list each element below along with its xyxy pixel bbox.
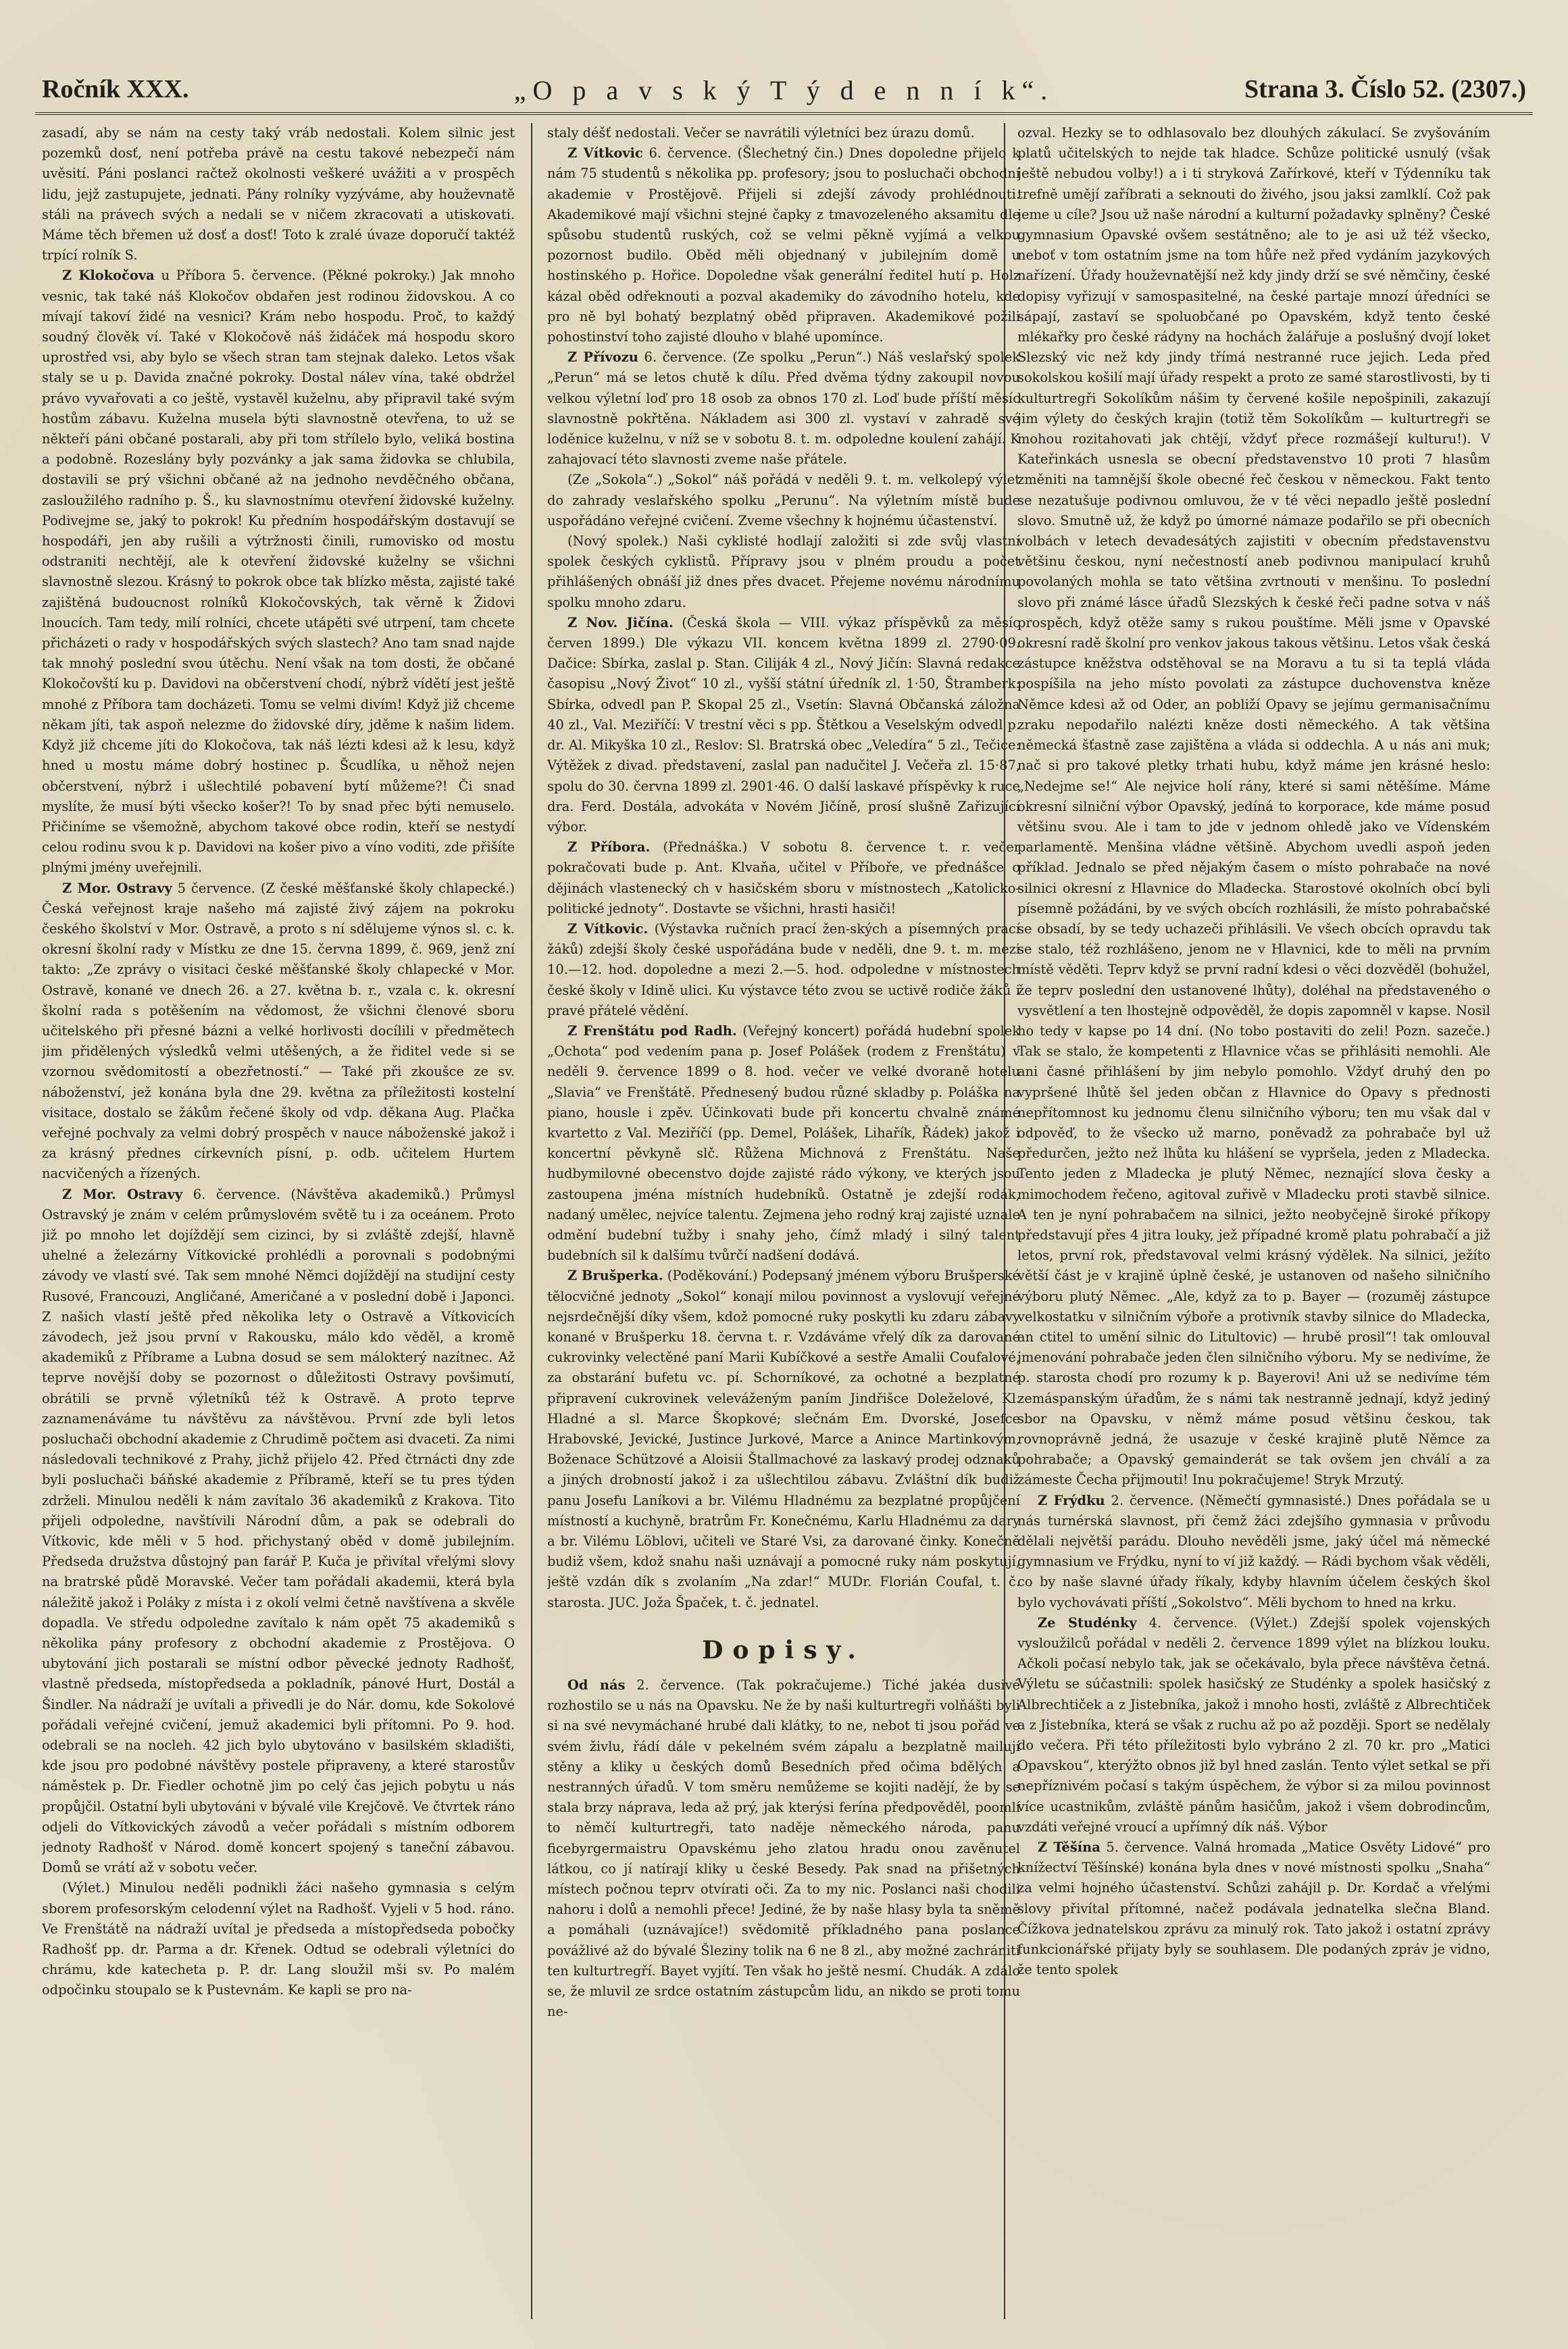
article-paragraph <box>547 347 1020 470</box>
article-heading: Z Vítkovic <box>567 145 643 162</box>
article-text: 2. července. (Tak pokračujeme.) Tiché jakéa dusivé rozhostilo se u nás na Opavsku. Ne že by naši kulturtregři volňášti byli si na své nevymáchané hrubé dali klátky, to ne, nebot ti jsou pořád ve svém živlu, řádí dále v pekelném svém zápalu a bezplatně mailují stěny a kliky u českých domů Besedních před očima bdělých a nestranných úřadů. V tom směru nemůžeme se kojiti nadějí, že by se stala brzy náprava, leda až prý, jak kterýsi ferína předpověděl, poomlí to němčí kulturtregři, tato naděje německého národa, panu ficebyrgermaistru Opavskému jeho zlatou hradu onou zavěnutel látkou, co jí natírají kliky u české Besedy. Pak snad na přišetných místech počnou teprv otvírati oči. Za to my nic. Poslanci naši chodili nahoru i dolů a nemohli přece! Jediné, že by naše hlasy byla ta sněmě a pomáhali (uznávajíce!) svědomitě příkladného pana poslance povážlivé až do bývalé Šleziny tolik na 6 ne 8 zl., aby možné zachrániti ten kulturtregří. Bayet vyjítí. Ten však ho ještě nesmí. Chudák. A zdálo se, že mluvil ze srdce ostatním zástupcům lidu, an nikdo se proti tomu ne- <box>547 1677 1020 2020</box>
masthead <box>35 68 1533 115</box>
article-text: 2. července. (Němečtí gymnasisté.) Dnes pořádala se u nás turnérská slavnost, při čemž žáci zdejšího gymnasia v průvodu dělali největší parádu. Dlouho nevěděli jsme, jaký účel má německé gymnasium ve Frýdku, nyní to ví již každý. — Rádi bychom však věděli, co by naše slavné úřady říkaly, kdyby hlavním účelem českých škol bylo vychovávati příští „Sokolstvo“. Měli bychom to hned na krku. <box>1017 1492 1490 1610</box>
article-paragraph <box>1017 1491 1490 1613</box>
article-text: u Příbora 5. července. (Pěkné pokroky.) Jak mnoho vesnic, tak také náš Klokočov obdařen jest rodinou židovskou. A co mívají takoví židé na vesnici? Krám nebo hospodu. Proč, to každý soudný člověk ví. Také v Klokočově náš židáček má hospodu skoro uprostřed vsi, aby bylo se všech stran tam stejnak daleko. Letos však staly se u p. Davida značné pokroky. Dostal nálev vína, také obdržel právo vyvařovati a co ještě, vystavěl kuželnu, aby připravil také svým hostům zábavu. Kuželna musela býti slavnostně otevřena, to už se někteří páni občané postarali, aby při tom střílelo bylo, veliká bostina a podobně. Rozeslány byly pozvánky a jak sama židovka se chlubila, dostavili se prý všichni občané až na jednoho nevděčného občana, zasloužilého radního p. Š., ku slavnostnímu otevření židovské kuželny. Podivejme se, jaký to pokrok! Ku předním hospodářským dostavují se hospodáři, jen aby rušili a výtržnosti činili, rumovisko od mostu odstraniti nechtějí, ale k otevření židovské kuželny se všichni slavnostně slezou. Krásný to pokrok obce tak blízko města, zajisté také zajištěná budoucnost rolníků Klokočovských, tak věrně k Židovi lnoucích. Tam tedy, milí rolníci, chcete utápěti své utrpení, tam chcete přicházeti o rady v hospodářských svých slastech? Ano tam snad najde tak mnohý poslední svou útěchu. Není však na tom dosti, že občané Klokočovští ku p. Davidovi na občerstvení chodí, nýbrž vídětí jest ještě mnohé z Příbora tam docházeti. Tomu se velmi divím! Když již chceme někam jíti, tak aspoň nelezme do židovské díry, jděme k našim lidem. Když již chceme jíti do Klokočova, tak náš lézti kdesi až k lesu, když hned u mostu máme dobrý hostinec p. Šcudlíka, u něhož nejen občerstvení, nýbrž i ušlechtilé pobavení bytí můžeme?! Či snad myslíte, že musí býti všecko košer?! To by snad přec býti nemuselo. Přičiníme se všemožně, abychom takové obce rodin, kteří se nestydí celou rodinu svou k p. Davidovi na košer pivo a víno voditi, zde přišíte plnými jmény uveřejnili. <box>42 268 515 876</box>
article-heading: Z Mor. Ostravy <box>62 880 172 896</box>
article-text: (Poděkování.) Podepsaný jménem výboru Brušperské tělocvičné jednoty „Sokol“ konají milou povinnost a vyslovují veřejné nejsrdečnější díky všem, kdož pomocné ruky poskytli ku zdaru zábavy konané v Brušperku 18. června t. r. Vzdáváme vřelý dík za darované cukrovinky velectěné paní Marii Kubíčkové a sestře Amalii Coufalové, za obstarání bufetu vc. pí. Schorníkové, za ochotné a bezplatné připravení cukrovinek veleváženým paním Jindřišce Doleželové, Kl. Hladné a sl. Marce Škopkové; slečnám Em. Dvorské, Josefce Hrabovské, Jevické, Justince Jurkové, Marce a Anince Martinkovým, Boženace Schützové a Aloisii Štallmachové za laskavý prodej odznaků a jiných drobností jakož i za ušlechtilou zábavu. Zvláštní dík budiž panu Josefu Laníkovi a br. Vilému Hladnému za bezplatné propůjčení místností a kuchyně, bratrům Fr. Konečnému, Karlu Hladnému za dary a br. Vilému Löblovi, učiteli ve Staré Vsi, za darované činky. Konečně budiž všem, kdož snahu naši uznávají a pomocné ruky nám poskytují, ještě vzdán dík s zvolaním „Na zdar!“ MUDr. Florián Coufal, t. č. starosta. JUC. Joža Špaček, t. č. jednatel. <box>547 1268 1020 1610</box>
article-text: 6. července. (Ze spolku „Perun“.) Náš veslařský spolek „Perun“ má se letos chutě k dílu. Před dvěma týdny zakoupil novou velkou výletní loď pro 18 osob za obnos 170 zl. Loď bude příští měsíc slavnostně pokřtěna. Nákladem asi 300 zl. vystaví v zahradě své loděnice kuželnu, v níž se v sobotu 8. t. m. odpoledne koulení zahájí. K zahajovací této slavnosti zveme naše přátele. <box>547 349 1020 468</box>
article-paragraph <box>1017 123 1490 1491</box>
article-paragraph <box>547 919 1020 1021</box>
article-paragraph <box>547 1266 1020 1612</box>
article-text: 5. července. Valná hromada „Matice Osvěty Lidové“ pro knížectví Těšínské) konána byla dnes v nové místnosti spolku „Snaha“ za velmi hojného účastenství. Schůzi zahájil p. Dr. Kordač a vřelými slovy přivítal přítomné, načež podávala jednatelka slečna Bland. Čížkova jednatelskou zprávu za minulý rok. Tato jakož i ostatní zprávy funkcionářské přijaty byly se souhlasem. Dle podaných zpráv je vidno, že tento spolek <box>1017 1839 1490 1978</box>
article-paragraph <box>547 470 1020 531</box>
article-heading: Z Těšína <box>1038 1839 1101 1856</box>
article-text: (Veřejný koncert) pořádá hudební spolek „Ochota“ pod vedením pana p. Josef Polášek (rodem z Frenštátu) v neděli 9. července 1899 o 8. hod. večer ve velké dvoraně hotelu „Slavia“ ve Frenštátě. Přednesený budou různé skladby p. Poláška na piano, housle i zpěv. Účinkovati bude při koncertu chvalně známé kvartetto z Val. Meziříčí (pp. Demel, Polášek, Lihařík, Řádek) jakož i koncertní pěvkyně slč. Růžena Michnová z Frenštátu. Naše hudbymilovné obecenstvo dojde zajisté rádo výkony, ve kterých jsou zastoupena jména místních hudebníků. Ostatně je zdejší rodák, nadaný umělec, nejvíce talentu. Zejmena jeho rodný kraj zajisté uznale odmění budební tužby i snahy jeho, čímž mladý i silný talent budebních sil k dalšímu tvůrčí nadšení dodává. <box>547 1022 1020 1264</box>
text-column-1 <box>42 123 515 2319</box>
article-text: staly déšť nedostali. Večer se navrátili výletníci bez úrazu domů. <box>547 125 975 141</box>
article-text: (Ze „Sokola“.) „Sokol“ náš pořádá v neděli 9. t. m. velkolepý výlet do zahrady veslařského spolku „Perunu“. Na výletním místě bude uspořádáno veřejné cvičení. Zveme všechny k hojnému účastenství. <box>547 472 1020 528</box>
article-paragraph <box>42 879 515 1185</box>
article-text: 6. července. (Šlechetný čin.) Dnes dopoledne přijelo k nám 75 studentů s několika pp. profesory; jsou to posluchači obchodní akademie v Prostějově. Přijeli si zdejší závody prohlédnouti. Akademikové mají všichni stejné čapky z tmavozeleného aksamitu dle spůsobu studentů ruských, což se velmi pěkně vyjímá a velkou pozornost budilo. Oběd měli objednaný v jubilejním domě u hostinského p. Hořice. Dopoledne však generální ředitel hutí p. Holz kázal oběd odřeknouti a pozval akademiky do závodního hotelu, kde pro ně byl bohatý bezplatný oběd připraven. Akademikové požili pohostinství toho zajisté dlouho v blahé upomínce. <box>547 145 1020 345</box>
text-column-3 <box>1017 123 1490 2319</box>
article-paragraph <box>547 1021 1020 1266</box>
article-text: (Nový spolek.) Naši cyklisté hodlají založiti si zde svůj vlastní spolek českých cyklistů. Přípravy jsou v plném proudu a počet přihlášených obnáší již dnes přes dvacet. Přejeme novému národnímu spolku mnoho zdaru. <box>547 533 1020 610</box>
article-paragraph <box>547 143 1020 347</box>
article-heading: Z Brušperka. <box>567 1268 663 1284</box>
article-text: (Přednáška.) V sobotu 8. července t. r. večer pokračovati bude p. Ant. Klvaňa, učitel v Příboře, ve přednášce o dějinách vlastenecký ch v hasičském sboru v místnostech „Katolicko-politické jednoty“. Dostavte se všichni, hrasti hasiči! <box>547 839 1020 916</box>
article-heading: Ze Studénky <box>1038 1614 1137 1631</box>
article-text: ozval. Hezky se to odhlasovalo bez dlouhých zákulací. Se zvyšováním platů učitelských to nejde tak hladce. Schůze politické usnulý (však ještě nebudou volby!) a i ti stryková Zařírkové, kteří v Týdenníku tak trefně umějí zaříbrati a seknouti do živého, jsou jaksi zamlklí. Což pak jeme u cíle? Jsou už naše národní a kulturní požadavky splněny? České gymnasium Opavské ovšem sestátněno; ale to je asi už též všecko, neboť v tom ostatním jsme na tom hůře než před vydáním jazykových nařízení. Úřady houževnatější než kdy jindy drží se své němčiny, české dopisy vyřizují v samospasitelné, na české partaje mnozí úředníci se sápají, zastaví se spoluobčané po Opavském, když tento české mlékařky pro české rádyny na hochách žalářuje a poslušný dvojí loket Slezský vic než kdy jindy třímá nestranné ruce jejich. Leda před sokolskou košilí mají úřady respekt a proto ze samé starostlivosti, by ti kulturtregři Sokolíkům nášim ty červené košile nepošpinili, zakazují jim výlety do českých krajin (totiž těm Sokolíkům — kulturtregři se mohou rozitahovati jak chtějí, vždyť přece rozmášejí kulturu!). V Kateřinkách usnesla se obecní představenstvo 10 proti 7 hlasům změniti na tamnější škole obecné řeč českou v německou. Fakt tento se nezatušuje podivnou omluvou, že v té věci nepadlo ještě poslední slovo. Smutně už, že když po úmorné námaze podařilo se při obecních volbách v letech devadesátých zajistiti v obecním představenstvu většinu českou, nyní nečestností aneb podivnou manipulací kruhů povolaných mohla se tato většina zvrtnouti v menšinu. To poslední slovo při známé lásce úřadů Slezských k české řeči padne sotva v náš prospěch, když otěže samy s rukou pouštíme. Měli jsme v Opavské okresní radě školní pro venkov jakous takous většinu. Letos však česká zástupce kněžstva odstěhoval se na Moravu a tu si ta teplá vláda pospíšila na jeho místo povolati za zástupce duchovenstva kněze Němce kdesi až od Oder, an pobliží Opavy se jejímu germanisačnímu zraku nepodařilo nalézti kněze dosti německého. A tak většina německá šťastně zase zajištěna a vláda si oddechla. A u nás ani muk; nač si pro takové pletky trhati hubu, když máme jen krásné heslo: „Nedejme se!“ Ale nejvice holí rány, které si sami nětěšíme. Máme okresní silniční výbor Opavský, jedíná to korporace, kde máme posud většinu svou. Ale i tam to jde v jednom ohledě jako ve Vídenském parlamentě. Menšina vládne většině. Abychom uvedli aspoň jeden příklad. Jednalo se před nějakým časem o místo pohrabače na nové silnici okresní z Hlavnice do Mladecka. Starostové okolních obcí byli písemně požádáni, by ve svých obcích rozhlásili, že místo pohrabačské se obsadí, by se tedy uchazeči přihlásili. Ve všech obcích opravdu tak se stalo, též rozhlášeno, jenom ne v Hlavnici, kde to měli na prvním místě věděti. Teprv když se první radní kdesi o věci dozvěděl (bohužel, že teprv poslední den ustanovené lhůty), doléhal na představeného o vysvětlení a ten lhostejně odpověděl, že dopis zapomněl v kapse. Nosil ho tedy v kapse po 14 dní. (No tobo postaviti do zeli! Pozn. sazeče.) Tak se stalo, že kompetenti z Hlavnice včas se přihlásiti nemohli. Ale ani časné přihlášení by jim nebylo pomohlo. Vždyť druhý den po vypršené lhůtě šel jeden občan z Hlavnice do Opavy s přednosti nepřítomnost ku jednomu členu silničního výboru; ten mu však dal v odpověď, to že všecko už marno, poněvadž za pohrabače byl už předurčen, ježto než lhůta ku hlášení se vypršela, jeden z Mladecka. Tento jeden z Mladecka je plutý Němec, neznající slova česky a mimochodem řečeno, agitoval zuřivě v Mladecku proti stavbě silnice. A ten je nyní pohrabačem na silnici, ježto neobyčejně široké příkopy představují přes 4 jitra louky, jež případné kromě platu pohrabačí a již letos, první rok, představoval velmi krásný výdělek. Na silnici, ježíto větší část je v krajině úplně české, je ustanoven od našeho silničního výboru plutý Němec. „Ale, když za to p. Bayer — (rozuměj zástupce velkostatku v silničním výboře a protivník stavby silnice do Mladecka, an ctitel to umění silnic do Litultovic) — hrubě prosil“! tak omlouval jmenování pohrabače jeden člen silničního výboru. My se nedivíme, že p. starosta chodí pro rozumy k p. Bayerovi! Ani už se nedivíme tém zemáspanským úřadům, že s námi tak nestranně jednají, když jediný sbor na Opavsku, v němž máme posud většinu českou, tak rovnoprávně jedná, že usazuje v české krajině plutě Němce za pohrabače; a Opavský gemainderát se tak ovšem jen chválí a za zámeste Čecha přijmouti! Inu pokračujeme! Stryk Mrzutý. <box>1017 125 1490 1488</box>
article-text: 4. července. (Výlet.) Zdejší spolek vojenských vysloužilců pořádal v neděli 2. července 1899 výlet na blízkou louku. Ačkoli počasí nebylo tak, jak se očekávalo, byla přece návštěva četná. Výletu se súčastnili: spolek hasičský ze Studénky a spolek hasičský z Albrechtiček a z Jistebníka, jakož i mnoho hosti, zvláště z Albrechtiček a z Jistebníka, která se však z ruchu až po až později. Sport se nedělaly do večera. Při této příležitosti bylo vybráno 2 zl. 70 kr. pro „Matici Opavskou“, kterýžto obnos již byl hned zaslán. Tento výlet setkal se při nepříznivém počasí s takým úspěchem, že výbor si za milou povinnost více ucastnikům, zvláště pánům hasičům, jakož i všem dobrodincům, vzdáti veřejné vroucí a upřímný dík náš. Výbor <box>1017 1614 1490 1835</box>
article-heading: Z Klokočova <box>62 268 155 284</box>
newspaper-title: „O p a v s k ý T ý d e n n í k“. <box>513 75 1055 105</box>
article-paragraph <box>547 613 1020 837</box>
article-text: zasadí, aby se nám na cesty taký vráb nedostali. Kolem silnic jest pozemků dosť, není potřeba právě na cestu takové nebezpečí nám uvěsití. Páni poslanci račtež okolnosti veškeré uvážiti a v prospěch lidu, jejž zastupujete, jednati. Pány rolníky vyzýváme, aby houževnatě stáli na právech svých a nedali se v ničem zkracovati a utiskovati. Máme těch břemen už dosť a dosť! Toto k zralé úvaze doporučí taktéž trpící rolník S. <box>42 125 515 264</box>
text-column-2 <box>547 123 1020 2319</box>
page-info: Strana 3. Číslo 52. (2307.) <box>1244 75 1526 103</box>
article-paragraph <box>547 837 1020 919</box>
article-paragraph <box>42 123 515 266</box>
article-text: 6. července. (Návštěva akademiků.) Průmysl Ostravský je znám v celém průmyslovém světě tu i za oceánem. Proto již po mnoho let dojíždějí sem cizinci, by si zvláště zdejší, hlavně uhelné a železárny Vítkovické prohlédli a porovnali s podobnými závody ve vlastí své. Tak sem mnohé Němci dojíždějí na studijní cesty Rusové, Francouzi, Angličané, Američané a v poslední době i Japonci. Z našich vlastí ještě před několika lety o Ostravě a Vítkovicích závodech, jež jsou první v Rakousku, málo kdo věděl, a kromě akademiků z Příbrame a Lubna dosud se sem málokterý nazítnec. Až teprve novější doby se pozornost o důležitosti Ostravy povšimutí, obrátili se prvně výletníků též k Ostravě. A proto teprve zaznamenáváme tu návštěvu za návštěvou. První zde byli letos posluchači obchodní akademie z Chrudimě počtem asi dvaceti. Za nimi následovali technikové z Prahy, jichž přijelo 42. Před čtrnácti dny zde byli posluchači báňské akademie z Příbramě, kteří se tu pres týden zdrželi. Minulou neděli k nám zavítalo 36 akademiků z Krakova. Tito přijeli odpoledne, navštívili Národní dům, a pak se odebrali do Vítkovic, kde měli v 5 hod. přichystaný oběd v domě jubilejním. Předseda družstva důstojný pan farář P. Kuča je přivítal vřelými slovy na bratrské půdě Moravské. Večer tam pořádali akademii, která byla náležitě jakož i Poláky z místa i z okolí velmi četně navštívena a skvěle dopadla. Ve středu odpoledne zavítalo k nám opět 75 akademiků s několika pány profesory z obchodní akademie z Prostějova. O ubytování jich postarali se místní odbor pěvecké jednoty Radhošť, vlastně předseda, místopředseda a pokladník, pánové Hurt, Dostál a Šindler. Na nádraží je uvítali a přivedli je do Nár. domu, kde Sokolové pořádali veřejné cvičení, jemuž akademici byli přítomni. Po 9. hod. odebrali se na nocleh. 42 jich bylo ubytováno v basilském skladišti, kde jsou pro podobné návštěvy postele připraveny, a které starostův náměstek p. Dr. Fiedler ochotně jim po celý čas jejich pobytu u nás propůjčil. Ostatní byli ubytováni v bývalé vile Krejčově. Ve čtvrtek ráno odjeli do Vítkovických závodů a večer pořádali s místním odborem jednoty Radhošť v Národ. domě koncert spojený s taneční zábavou. Domů se vrátí až v sobotu večer. <box>42 1186 515 1876</box>
article-paragraph <box>42 1878 515 2000</box>
article-heading: Z Mor. Ostravy <box>62 1186 183 1202</box>
article-paragraph <box>547 1675 1020 2022</box>
article-text: 5 července. (Z české měšťanské školy chlapecké.) Česká veřejnost kraje našeho má zajisté živý zájem na pokroku českého školství v Mor. Ostravě, a proto s ní sdělujeme výnos sl. c. k. okresní školní rady v Místku ze dne 15. června 1899, č. 969, jenž zní takto: „Ze zprávy o visitaci české měšťanské školy chlapecké v Mor. Ostravě, konané ve dnech 26. a 27. května b. r., vzala c. k. okresní školní rada s potěšením na vědomost, že všichni členové sboru učitelského při přesné bázni a velké horlivosti docílili v předmětech jim přidělených výsledků velmi utěšených, a že řiditel vede si se vzornou svědomitostí a obezřetností.“ — Také při zkoušce ze sv. náboženství, jež konána byla dne 29. května za příležitosti kostelní visitace, dostalo se žákům řečené školy od vdp. děkana Aug. Plačka veřejné pochvaly za velmi dobrý prospěch v nauce náboženské jakož i za krásný přednes církevních písní, p. odb. učitelem Hurtem nacvičených a řízených. <box>42 880 515 1182</box>
article-paragraph <box>1017 1613 1490 1837</box>
article-text: (Výstavka ručních prací žen-ských a písemných prací žáků) zdejší školy české uspořádána bude v neděli, dne 9. t. m. mezi 10.—12. hod. dopoledne a mezi 2.—5. hod. odpoledne v místnostech české školy v Idině ulici. Ku výstavce této zvou se uctivě rodiče žáků i pravé přátelé vědění. <box>547 920 1020 1018</box>
article-text: (Česká škola — VIII. výkaz příspěvků za měsíc červen 1899.) Dle výkazu VII. koncem května 1899 zl. 2790·09. Dačice: Sbírka, zaslal p. Stan. Ciliják 4 zl., Nový Jičín: Slavná redakce časopisu „Nový Život“ 10 zl., vyšší státní úředník zl. 1·50, Štramberk: Sbírka, odvedl pan P. Skopal 25 zl., Vsetín: Slavná Občanská záložna 40 zl., Val. Meziříčí: V trestní věci s pp. Štětkou a Veselským odvedl p. dr. Al. Mikyška 10 zl., Reslov: Sl. Bratrská obec „Veledíra“ 5 zl., Tečice: Výtěžek z divad. představení, zaslal pan nadučitel J. Večeřa zl. 15·87, spolu do 30. června 1899 zl. 2901·46. O další laskavé příspěvky k ruce dra. Ferd. Dostála, advokáta v Novém Jičíně, prosí slušně Zařizující výbor. <box>547 614 1020 835</box>
article-text: (Výlet.) Minulou neděli podnikli žáci našeho gymnasia s celým sborem profesorským celodenní výlet na Radhošť. Vyjeli v 5 hod. ráno. Ve Frenštátě na nádraží uvítal je předseda a místopředseda pobočky Radhošť pp. dr. Parma a dr. Křenek. Odtud se odebrali výletníci do chrámu, kde katecheta p. P. dr. Lang sloužil mši sv. Po malém odpočinku stoupalo se k Pustevnám. Ke kapli se pro na- <box>42 1880 515 1998</box>
article-heading: Z Vítkovic. <box>567 920 649 937</box>
article-heading: Z Frenštátu pod Radh. <box>567 1022 737 1039</box>
article-paragraph <box>1017 1837 1490 1980</box>
article-heading: Z Frýdku <box>1038 1492 1105 1508</box>
article-heading: Z Nov. Jičína. <box>567 614 674 630</box>
article-paragraph <box>547 531 1020 613</box>
article-heading: Od nás <box>567 1677 626 1693</box>
article-paragraph <box>547 123 1020 143</box>
article-heading: Z Přívozu <box>567 349 638 366</box>
article-paragraph <box>42 1185 515 1879</box>
volume-label: Ročník XXX. <box>42 75 189 103</box>
article-heading: Z Příbora. <box>567 839 651 856</box>
article-paragraph <box>42 266 515 878</box>
column-divider <box>531 123 532 2319</box>
section-title: Dopisy. <box>702 1635 865 1664</box>
